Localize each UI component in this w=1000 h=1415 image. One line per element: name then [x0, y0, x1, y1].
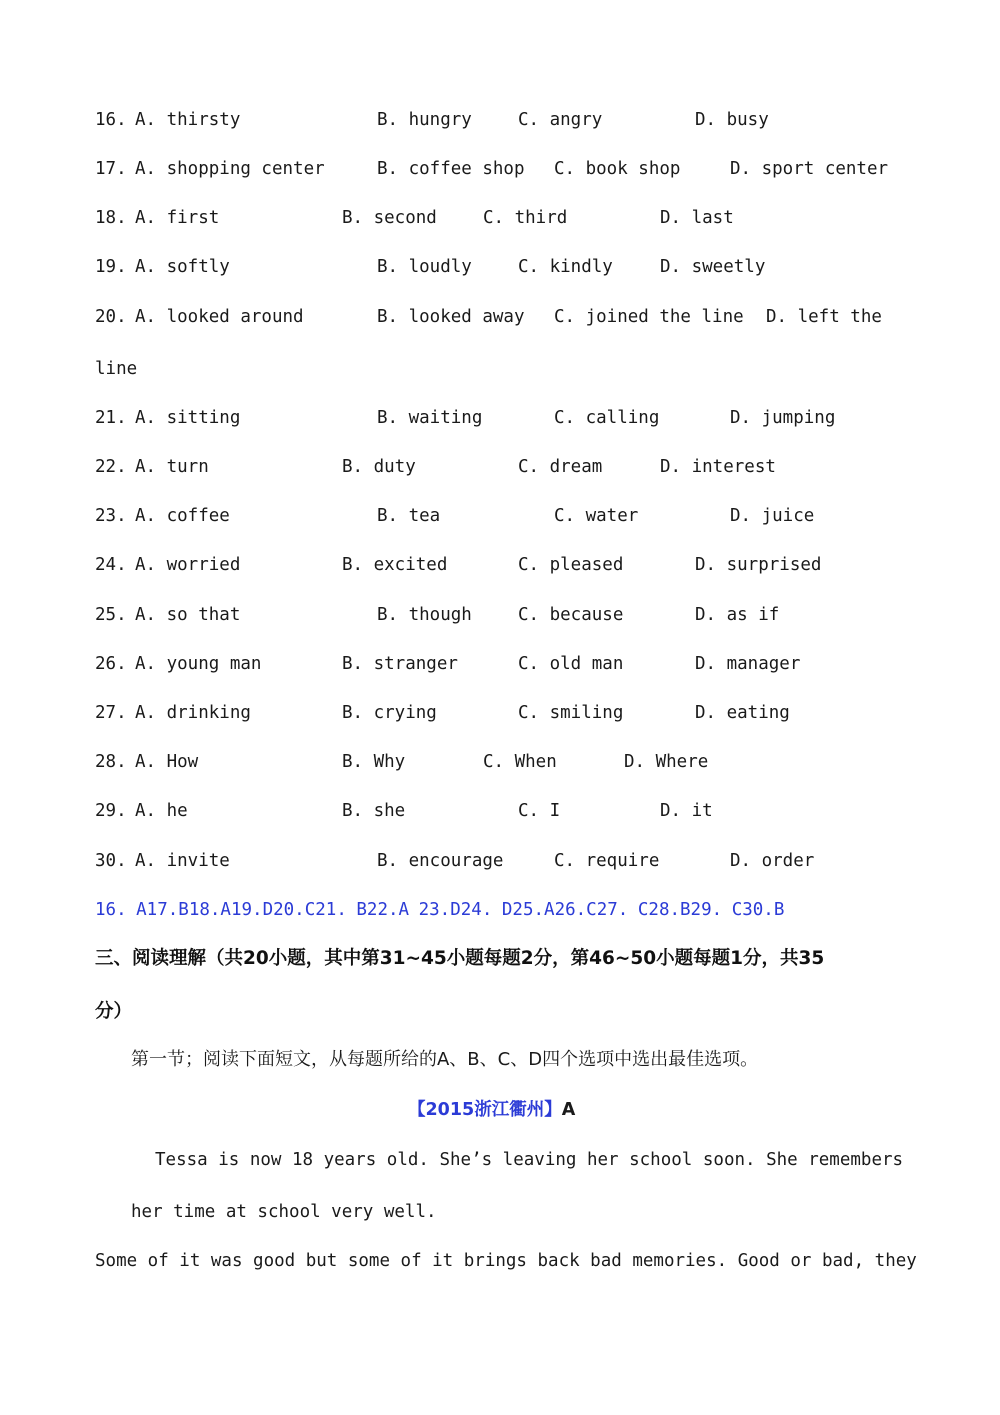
option-b: B. Why [342, 752, 406, 772]
question-number: 30. [95, 851, 127, 871]
option-c: C. angry [518, 110, 603, 130]
option-c: C. dream [518, 457, 603, 477]
option-c: C. old man [518, 654, 624, 674]
option-d: D. Where [624, 752, 709, 772]
option-a: A. he [135, 801, 188, 821]
option-a: A. sitting [135, 408, 241, 428]
option-c: C. pleased [518, 555, 624, 575]
option-d-wrap: line [95, 359, 138, 379]
option-c: C. book shop [554, 159, 681, 179]
option-c: C. because [518, 605, 624, 625]
option-c: C. smiling [518, 703, 624, 723]
question-number: 23. [95, 506, 127, 526]
question-number: 28. [95, 752, 127, 772]
passage-line: Some of it was good but some of it brings back bad memories. Good or bad, they [95, 1251, 917, 1271]
option-d: D. jumping [730, 408, 836, 428]
option-b: B. tea [377, 506, 441, 526]
option-b: B. stranger [342, 654, 458, 674]
option-c: C. calling [554, 408, 660, 428]
option-a: A. invite [135, 851, 230, 871]
question-number: 19. [95, 257, 127, 277]
section-heading-cont: 分） [95, 1001, 133, 1022]
option-d: D. sport center [730, 159, 889, 179]
option-d: D. left the [766, 307, 882, 327]
option-a: A. so that [135, 605, 241, 625]
option-d: D. interest [660, 457, 776, 477]
option-a: A. coffee [135, 506, 230, 526]
passage-line: Tessa is now 18 years old. She’s leaving her school soon. She remembers [155, 1150, 904, 1170]
question-number: 21. [95, 408, 127, 428]
option-a: A. young man [135, 654, 262, 674]
option-d: D. manager [695, 654, 801, 674]
option-a: A. thirsty [135, 110, 241, 130]
question-number: 17. [95, 159, 127, 179]
option-c: C. require [554, 851, 660, 871]
question-number: 29. [95, 801, 127, 821]
option-d: D. sweetly [660, 257, 766, 277]
option-b: B. crying [342, 703, 437, 723]
option-b: B. though [377, 605, 472, 625]
passage-source-tag: 【2015浙江衢州】 [408, 1100, 562, 1120]
option-b: B. second [342, 208, 437, 228]
option-b: B. waiting [377, 408, 483, 428]
passage-source [408, 1099, 575, 1121]
option-a: A. worried [135, 555, 241, 575]
option-d: D. it [660, 801, 713, 821]
option-c: C. When [483, 752, 557, 772]
option-d: D. busy [695, 110, 769, 130]
option-a: A. drinking [135, 703, 251, 723]
option-b: B. she [342, 801, 406, 821]
option-a: A. shopping center [135, 159, 325, 179]
question-number: 25. [95, 605, 127, 625]
option-d: D. order [730, 851, 815, 871]
option-b: B. hungry [377, 110, 472, 130]
section-instruction: 第一节；阅读下面短文，从每题所给的A、B、C、D四个选项中选出最佳选项。 [131, 1049, 759, 1070]
question-number: 16. [95, 110, 127, 130]
option-d: D. juice [730, 506, 815, 526]
question-number: 22. [95, 457, 127, 477]
question-number: 27. [95, 703, 127, 723]
option-c: C. joined the line [554, 307, 744, 327]
option-b: B. loudly [377, 257, 472, 277]
question-number: 18. [95, 208, 127, 228]
question-number: 24. [95, 555, 127, 575]
option-a: A. softly [135, 257, 230, 277]
option-d: D. eating [695, 703, 790, 723]
option-d: D. last [660, 208, 734, 228]
option-c: C. kindly [518, 257, 613, 277]
option-d: D. as if [695, 605, 780, 625]
option-b: B. duty [342, 457, 416, 477]
option-c: C. I [518, 801, 561, 821]
option-a: A. first [135, 208, 220, 228]
question-number: 20. [95, 307, 127, 327]
option-b: B. looked away [377, 307, 525, 327]
option-a: A. turn [135, 457, 209, 477]
option-d: D. surprised [695, 555, 822, 575]
section-heading: 三、阅读理解（共20小题，其中第31~45小题每题2分，第46~50小题每题1分，共35 [95, 948, 825, 969]
passage-label: A [561, 1100, 576, 1120]
option-c: C. water [554, 506, 639, 526]
answer-key: 16. A17.B18.A19.D20.C21. B22.A 23.D24. D25.A26.C27. C28.B29. C30.B [95, 900, 785, 920]
option-b: B. coffee shop [377, 159, 525, 179]
option-b: B. excited [342, 555, 448, 575]
option-a: A. How [135, 752, 199, 772]
passage-line: her time at school very well. [131, 1202, 437, 1222]
option-a: A. looked around [135, 307, 304, 327]
option-c: C. third [483, 208, 568, 228]
option-b: B. encourage [377, 851, 504, 871]
question-number: 26. [95, 654, 127, 674]
